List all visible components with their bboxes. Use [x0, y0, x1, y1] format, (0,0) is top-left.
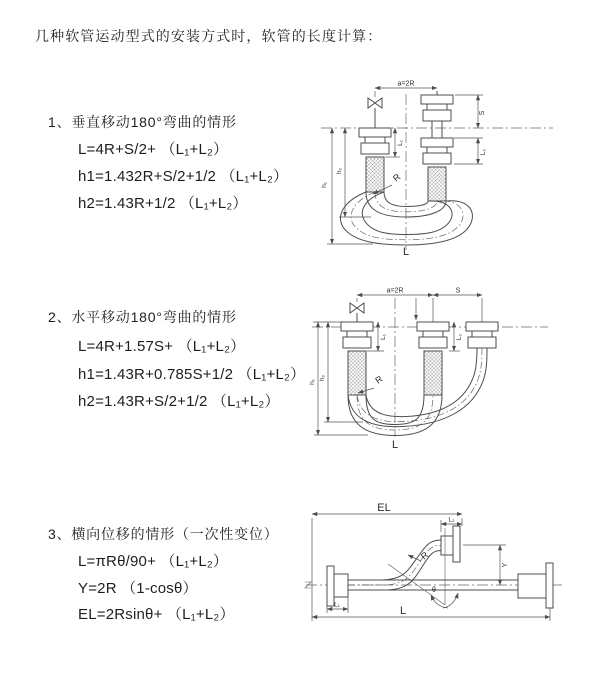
hose-position-shifted: [348, 348, 487, 427]
dimension-s: [357, 288, 482, 323]
dimension-l2: [449, 322, 463, 351]
dim-label-l1: L₁: [334, 601, 340, 609]
radius-callout: [408, 549, 431, 561]
diagram-horizontal-180-bend: [308, 282, 573, 462]
radius-label: R: [373, 373, 385, 386]
dim-label-l1: L₁: [397, 140, 404, 146]
valve-icon: [368, 98, 382, 128]
section-1-formula-l: L=4R+S/2+ （L₁+L₂）: [78, 141, 229, 158]
section-2-formula-l: L=4R+1.57S+ （L₁+L₂）: [78, 338, 246, 355]
section-3-formula-l: L=πRθ/90+ （L₁+L₂）: [78, 553, 229, 570]
left-flange: [327, 566, 348, 606]
top-right-flange: [441, 526, 460, 562]
dimension-a2r: [357, 288, 433, 296]
dim-label-l2: L₂: [456, 333, 463, 341]
document-title: 几种软管运动型式的安装方式时，软管的长度计算：: [35, 28, 383, 44]
dim-label-a2r: a=2R: [397, 80, 415, 88]
dim-label-h1: h₁: [309, 379, 316, 385]
radius-label: R: [418, 549, 431, 562]
dim-label-h1: h₁: [321, 182, 328, 188]
left-pipe-fitting: [341, 322, 373, 395]
length-label: L: [402, 246, 410, 258]
length-label: L: [391, 439, 399, 451]
dim-label-l2: L₂: [448, 516, 455, 524]
right-phantom-flange: [518, 563, 553, 608]
dim-label-h2: h₂: [319, 374, 326, 382]
section-2-formula-h2: h2=1.43R+S/2+1/2 （L₁+L₂）: [78, 393, 280, 410]
dim-label-h2: h₂: [336, 167, 343, 175]
angle-label: θ: [432, 587, 436, 594]
radius-label: R: [391, 171, 403, 184]
dim-label-l: L: [399, 605, 407, 617]
dim-label-s: S: [455, 287, 461, 295]
section-3-formula-y: Y=2R （1-cosθ）: [78, 580, 198, 597]
dim-label-y: Y: [502, 562, 509, 568]
dimension-l2: [454, 138, 487, 164]
section-3-formula-el: EL=2Rsinθ+ （L₁+L₂）: [78, 606, 235, 623]
middle-pipe-fitting: [417, 322, 449, 395]
section-1-heading: 1、垂直移动180°弯曲的情形: [48, 114, 237, 130]
section-1-formula-h2: h2=1.43R+1/2 （L₁+L₂）: [78, 195, 248, 212]
right-pipe-fitting-phantom: [466, 322, 498, 348]
section-2-heading: 2、水平移动180°弯曲的情形: [48, 309, 237, 325]
diagram-lateral-displacement: [300, 498, 590, 653]
dim-label-el: EL: [377, 502, 391, 514]
hose-position-down: [341, 192, 473, 245]
dimension-y: [463, 545, 509, 585]
s-curve-hose: [348, 540, 441, 590]
section-2-formula-h1: h1=1.43R+0.785S+1/2 （L₁+L₂）: [78, 366, 306, 383]
valve-icon: [350, 303, 364, 322]
dim-label-l2: L₂: [480, 148, 487, 156]
dim-label-a2r: a=2R: [386, 287, 404, 295]
section-1-formula-h1: h1=1.432R+S/2+1/2 （L₁+L₂）: [78, 168, 289, 185]
diagram-vertical-180-bend: [315, 78, 560, 258]
right-pipe-fitting: [421, 91, 453, 201]
dim-label-s: S: [479, 110, 486, 116]
section-3-heading: 3、横向位移的情形（一次性变位）: [48, 526, 279, 542]
dimension-s: [455, 95, 486, 128]
left-pipe-fitting: [359, 128, 391, 192]
dim-label-l1: L₁: [380, 334, 387, 340]
